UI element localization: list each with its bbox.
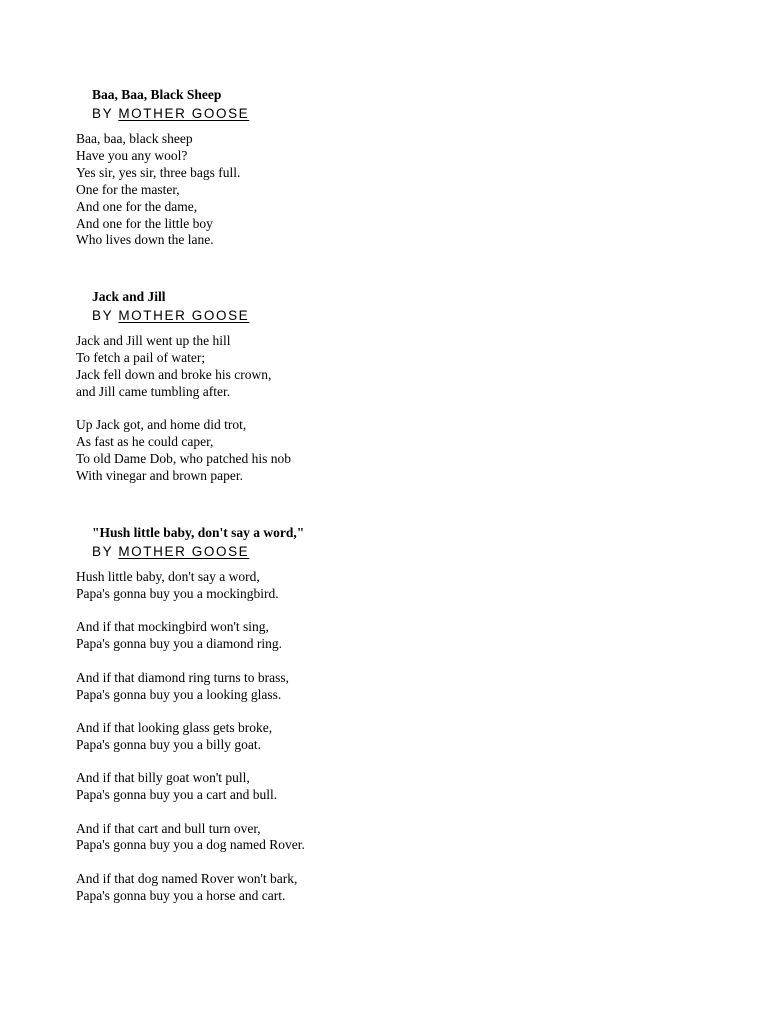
poem-line: One for the master, — [76, 181, 180, 197]
author-link[interactable]: MOTHER GOOSE — [118, 544, 250, 559]
poem-line: Papa's gonna buy you a horse and cart. — [76, 887, 286, 903]
poem-jack-and-jill — [76, 288, 676, 485]
poem-line: Up Jack got, and home did trot, — [76, 417, 247, 433]
poem-line: Papa's gonna buy you a cart and bull. — [76, 787, 278, 803]
stanza — [76, 670, 676, 704]
stanza — [76, 131, 676, 249]
byline-prefix: BY — [92, 106, 113, 121]
poem-line: Jack fell down and broke his crown, — [76, 366, 272, 382]
stanza — [76, 720, 676, 754]
byline-prefix: BY — [92, 308, 113, 323]
byline — [92, 543, 676, 561]
poem-line: Papa's gonna buy you a diamond ring. — [76, 636, 283, 652]
poem-line: As fast as he could caper, — [76, 434, 214, 450]
poem-line: Yes sir, yes sir, three bags full. — [76, 164, 241, 180]
poem-line: And one for the dame, — [76, 198, 198, 214]
poem-line: And if that billy goat won't pull, — [76, 770, 250, 786]
author-link[interactable]: MOTHER GOOSE — [118, 106, 250, 121]
stanza — [76, 333, 676, 401]
poem-line: and Jill came tumbling after. — [76, 383, 231, 399]
poem-line: And if that diamond ring turns to brass, — [76, 669, 289, 685]
poem-line: Baa, baa, black sheep — [76, 131, 193, 146]
poem-line: Jack and Jill went up the hill — [76, 333, 231, 348]
poem-line: To fetch a pail of water; — [76, 349, 206, 365]
poem-line: Hush little baby, don't say a word, — [76, 569, 260, 584]
poem-line: With vinegar and brown paper. — [76, 467, 244, 483]
poem-line: To old Dame Dob, who patched his nob — [76, 450, 292, 466]
byline — [92, 307, 676, 325]
stanza — [76, 619, 676, 653]
poem-line: And if that looking glass gets broke, — [76, 719, 273, 735]
poem-line: Have you any wool? — [76, 147, 188, 163]
stanza — [76, 569, 676, 603]
stanza — [76, 871, 676, 905]
poem-hush-little-baby — [76, 524, 676, 905]
poem-line: And if that cart and bull turn over, — [76, 820, 261, 836]
poem-title: Jack and Jill — [92, 289, 166, 304]
poem-line: And one for the little boy — [76, 215, 213, 231]
poem-line: Who lives down the lane. — [76, 232, 214, 248]
poem-line: Papa's gonna buy you a billy goat. — [76, 736, 262, 752]
poem-title: Baa, Baa, Black Sheep — [92, 87, 222, 102]
author-link[interactable]: MOTHER GOOSE — [118, 308, 250, 323]
poem-line: And if that dog named Rover won't bark, — [76, 870, 298, 886]
poem-title: "Hush little baby, don't say a word," — [92, 525, 305, 540]
poem-line: Papa's gonna buy you a dog named Rover. — [76, 837, 305, 853]
poem-line: Papa's gonna buy you a mockingbird. — [76, 585, 279, 601]
stanza — [76, 417, 676, 485]
stanza — [76, 821, 676, 855]
byline-prefix: BY — [92, 544, 113, 559]
poem-line: And if that mockingbird won't sing, — [76, 619, 269, 635]
poem-baa-baa-black-sheep — [76, 86, 676, 249]
poem-line: Papa's gonna buy you a looking glass. — [76, 686, 282, 702]
byline — [92, 105, 676, 123]
stanza — [76, 770, 676, 804]
